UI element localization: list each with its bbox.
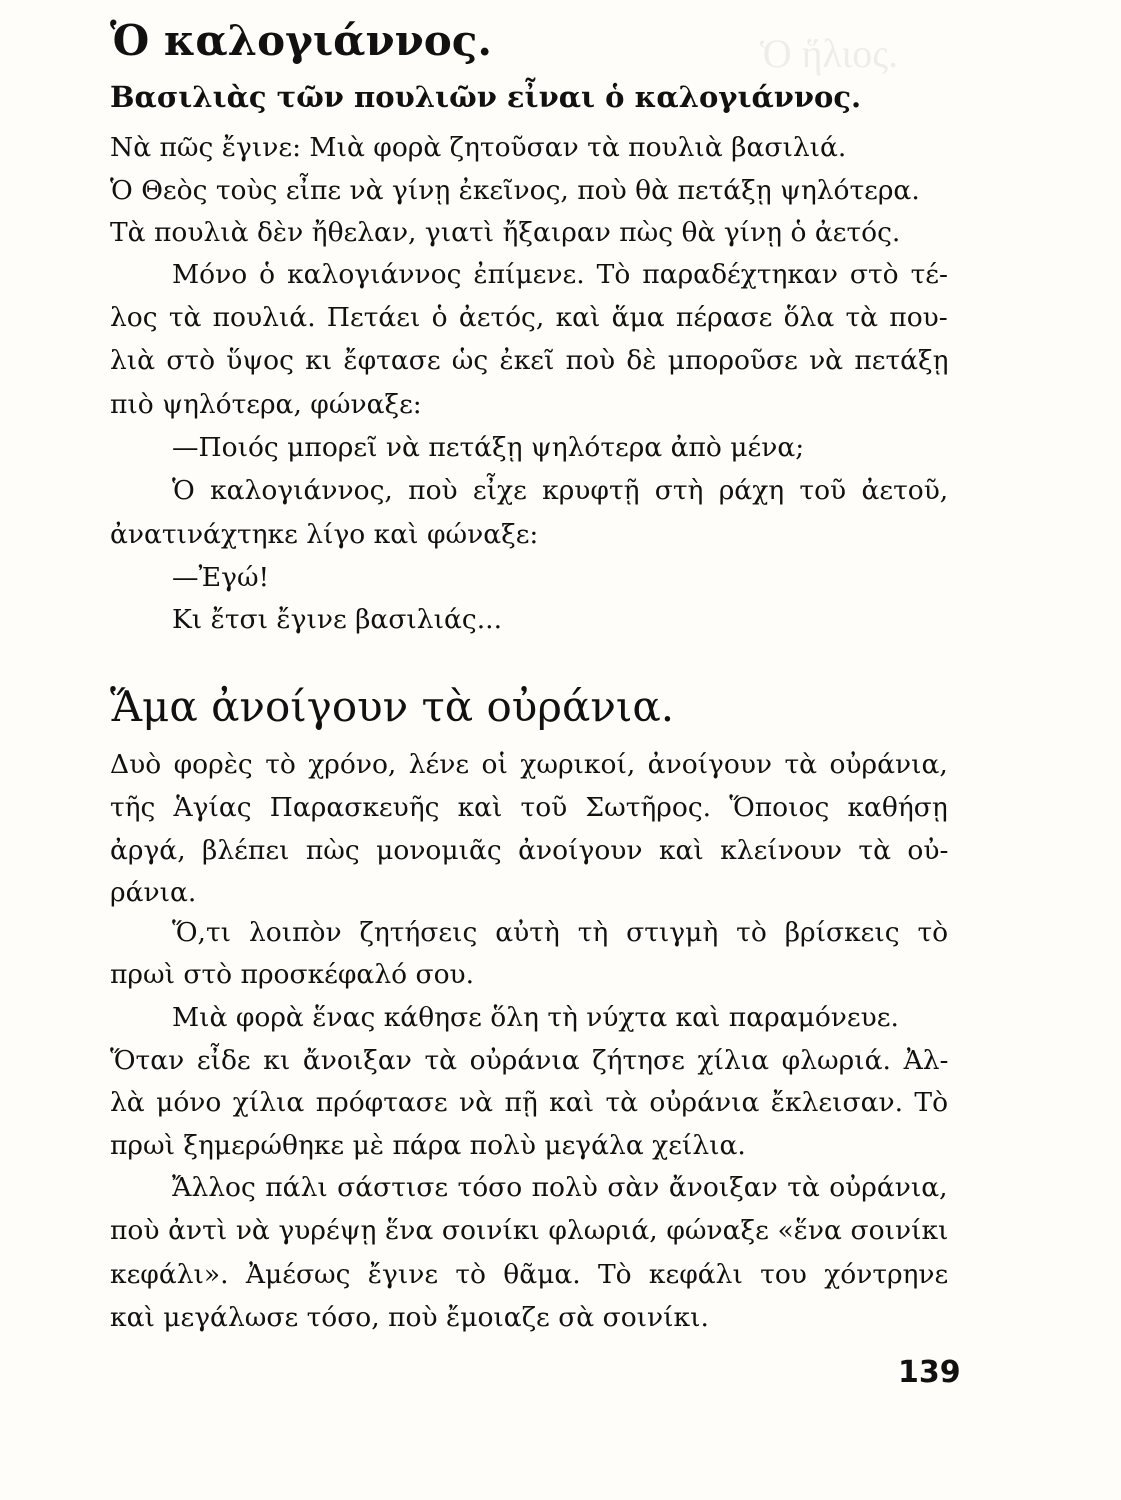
text-line: Τὰ πουλιὰ δὲν ἤθελαν, γιατὶ ἤξαιραν πὼς θὰ γίνῃ ὁ ἀετός. bbox=[110, 217, 901, 248]
text-line: Ὅταν εἶδε κι ἄνοιξαν τὰ οὐράνια ζήτησε χίλια φλωριά. Ἀλ- bbox=[110, 1045, 949, 1076]
text-line: —Ἐγώ! bbox=[172, 562, 270, 593]
text-line: πιὸ ψηλότερα, φώναξε: bbox=[110, 389, 422, 420]
text-line: λὰ μόνο χίλια πρόφτασε νὰ πῇ καὶ τὰ οὐράνια ἔκλεισαν. Τὸ bbox=[110, 1087, 949, 1118]
section1-title: Ὁ καλογιάννος. bbox=[110, 16, 492, 65]
text-line: Ὁ καλογιάννος, ποὺ εἶχε κρυφτῇ στὴ ράχη τοῦ ἀετοῦ, bbox=[172, 475, 949, 506]
text-line: Νὰ πῶς ἔγινε: Μιὰ φορὰ ζητοῦσαν τὰ πουλιὰ βασιλιά. bbox=[110, 132, 847, 163]
section1-subheading: Βασιλιὰς τῶν πουλιῶν εἶναι ὁ καλογιάννος. bbox=[110, 80, 862, 114]
text-line: ποὺ ἀντὶ νὰ γυρέψῃ ἕνα σοινίκι φλωριά, φώναξε «ἕνα σοινίκι bbox=[110, 1215, 949, 1246]
text-line: ράνια. bbox=[110, 877, 197, 908]
text-line: λιὰ στὸ ὕψος κι ἔφτασε ὡς ἐκεῖ ποὺ δὲ μποροῦσε νὰ πετάξῃ bbox=[110, 345, 949, 376]
section2-title: Ἅμα ἀνοίγουν τὰ οὐράνια. bbox=[110, 682, 675, 731]
text-line: πρωὶ στὸ προσκέφαλό σου. bbox=[110, 959, 475, 990]
text-line: ἀργά, βλέπει πὼς μονομιᾶς ἀνοίγουν καὶ κλείνουν τὰ οὐ- bbox=[110, 835, 949, 866]
text-line: Ἄλλος πάλι σάστισε τόσο πολὺ σὰν ἄνοιξαν τὰ οὐράνια, bbox=[172, 1172, 948, 1203]
text-line: Μόνο ὁ καλογιάννος ἐπίμενε. Τὸ παραδέχτηκαν στὸ τέ- bbox=[172, 259, 948, 290]
text-line: καὶ μεγάλωσε τόσο, ποὺ ἔμοιαζε σὰ σοινίκι. bbox=[110, 1302, 709, 1333]
text-line: Δυὸ φορὲς τὸ χρόνο, λένε οἱ χωρικοί, ἀνοίγουν τὰ οὐράνια, bbox=[110, 749, 948, 780]
text-line: λος τὰ πουλιά. Πετάει ὁ ἀετός, καὶ ἅμα πέρασε ὅλα τὰ που- bbox=[110, 302, 948, 333]
text-line: Ὅ,τι λοιπὸν ζητήσεις αὐτὴ τὴ στιγμὴ τὸ βρίσκεις τὸ bbox=[172, 917, 949, 948]
page-number: 139 bbox=[898, 1355, 961, 1390]
text-line: Μιὰ φορὰ ἕνας κάθησε ὅλη τὴ νύχτα καὶ παραμόνευε. bbox=[172, 1002, 899, 1033]
text-line: Κι ἔτσι ἔγινε βασιλιάς... bbox=[172, 604, 502, 635]
text-line: ἀνατινάχτηκε λίγο καὶ φώναξε: bbox=[110, 519, 539, 550]
text-line: τῆς Ἁγίας Παρασκευῆς καὶ τοῦ Σωτῆρος. Ὅποιος καθήσῃ bbox=[110, 792, 948, 823]
bleed-through-text: Ὁ ἥλιος. bbox=[760, 31, 899, 76]
text-line: —Ποιός μπορεῖ νὰ πετάξῃ ψηλότερα ἀπὸ μένα; bbox=[172, 432, 805, 463]
text-line: πρωὶ ξημερώθηκε μὲ πάρα πολὺ μεγάλα χείλια. bbox=[110, 1130, 746, 1161]
text-line: κεφάλι». Ἀμέσως ἔγινε τὸ θᾶμα. Τὸ κεφάλι του χόντρηνε bbox=[110, 1259, 949, 1290]
text-line: Ὁ Θεὸς τοὺς εἶπε νὰ γίνῃ ἐκεῖνος, ποὺ θὰ πετάξῃ ψηλότερα. bbox=[110, 175, 920, 206]
